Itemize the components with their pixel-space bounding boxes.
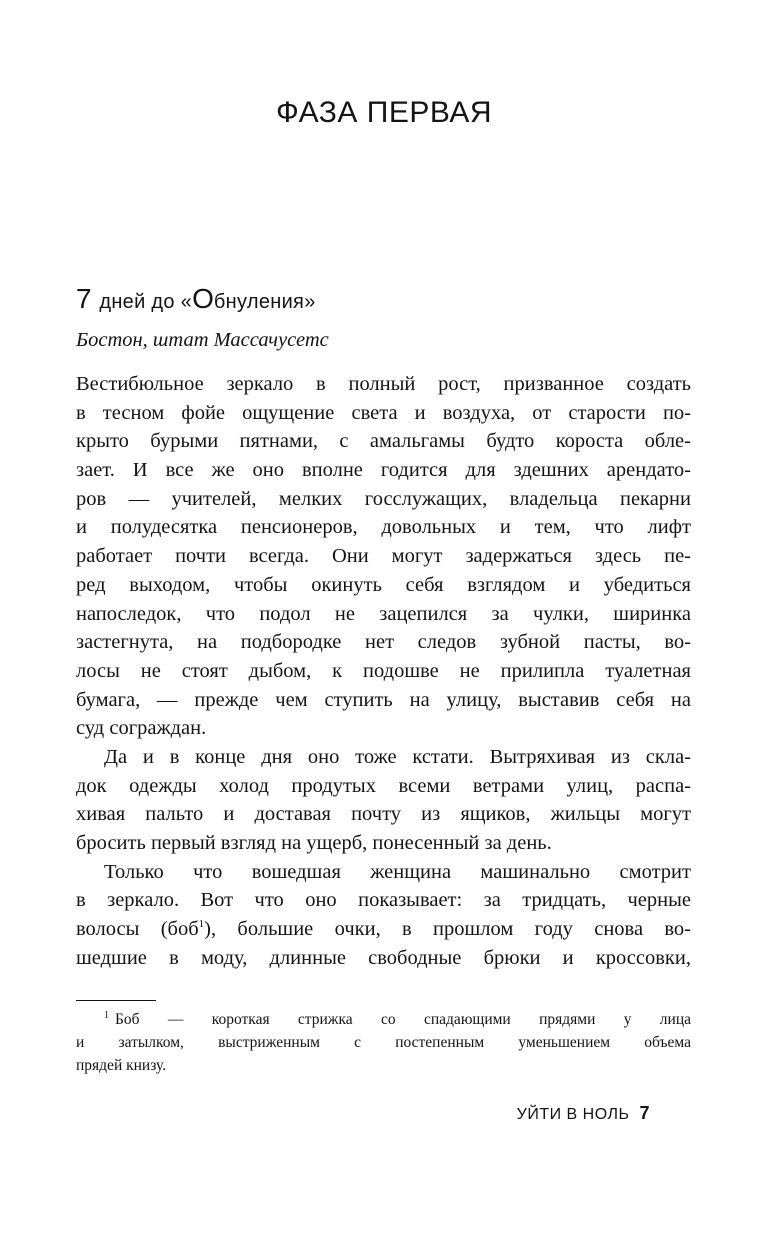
chapter-heading	[76, 281, 696, 320]
text-line: застегнута, на подбородке нет следов зубной пасты, во-	[76, 631, 691, 654]
footnote-line: и затылком, выстриженным с постепенным уменьшением объема	[76, 1034, 691, 1051]
body-text	[76, 370, 691, 972]
running-title: УЙТИ В НОЛЬ	[516, 1106, 630, 1123]
footnote-divider	[76, 1000, 156, 1001]
chapter-number: 7	[76, 283, 92, 314]
chapter-cap-letter: О	[192, 283, 214, 314]
part-title: ФАЗА ПЕРВАЯ	[275, 96, 493, 129]
footnote-text: Боб — короткая стрижка со спадающими прядями у лица	[115, 1011, 691, 1028]
footnote	[76, 1008, 691, 1077]
text-line: бумага, — прежде чем ступить на улицу, выставив себя на	[76, 688, 691, 711]
text-line: крыто бурыми пятнами, с амальгамы будто короста обле-	[76, 430, 691, 453]
footnote-marker: 1	[104, 1010, 109, 1021]
text-line: лосы не стоят дыбом, к подошве не прилипла туалетная	[76, 659, 691, 682]
footnote-line: прядей книзу.	[76, 1057, 167, 1074]
text-line: ред выходом, чтобы окинуть себя взглядом и убедиться	[76, 573, 691, 596]
chapter-text-1: дней до «	[99, 291, 193, 313]
text-line: Только что вошедшая женщина машинально смотрит	[104, 860, 691, 883]
text-line: суд сограждан.	[76, 717, 207, 740]
text-fragment: волосы (боб	[76, 918, 199, 941]
text-line: зает. И все же оно вполне годится для здешних арендато-	[76, 459, 691, 482]
text-line: ров — учителей, мелких госслужащих, владельца пекарни	[76, 487, 691, 510]
text-line: шедшие в моду, длинные свободные брюки и кроссовки,	[76, 946, 691, 969]
text-line: напоследок, что подол не зацепился за чулки, ширинка	[76, 602, 691, 625]
footnote-line	[76, 1008, 691, 1031]
text-fragment: ), большие очки, в прошлом году снова во-	[204, 918, 691, 941]
text-line	[76, 915, 691, 944]
chapter-text-2: бнуления»	[213, 291, 316, 313]
text-line: Вестибюльное зеркало в полный рост, призванное создать	[76, 373, 691, 395]
text-line: хивая пальто и доставая почту из ящиков, жильцы могут	[76, 803, 691, 826]
footnote-reference[interactable]: 1	[198, 918, 205, 931]
text-line: работает почти всегда. Они могут задержаться здесь пе-	[76, 545, 691, 568]
text-line: в зеркало. Вот что оно показывает: за тридцать, черные	[76, 889, 691, 912]
text-line: Да и в конце дня оно тоже кстати. Вытряхивая из скла-	[104, 745, 691, 768]
location-subtitle: Бостон, штат Массачусетс	[76, 329, 329, 351]
text-line: в тесном фойе ощущение света и воздуха, от старости по-	[76, 401, 691, 424]
text-line: бросить первый взгляд на ущерб, понесенный за день.	[76, 832, 552, 854]
text-line: док одежды холод продутых всеми ветрами улиц, распа-	[76, 774, 691, 797]
running-footer	[517, 1103, 650, 1124]
text-line: и полудесятка пенсионеров, довольных и тем, что лифт	[76, 516, 691, 539]
page-number: 7	[639, 1103, 650, 1123]
